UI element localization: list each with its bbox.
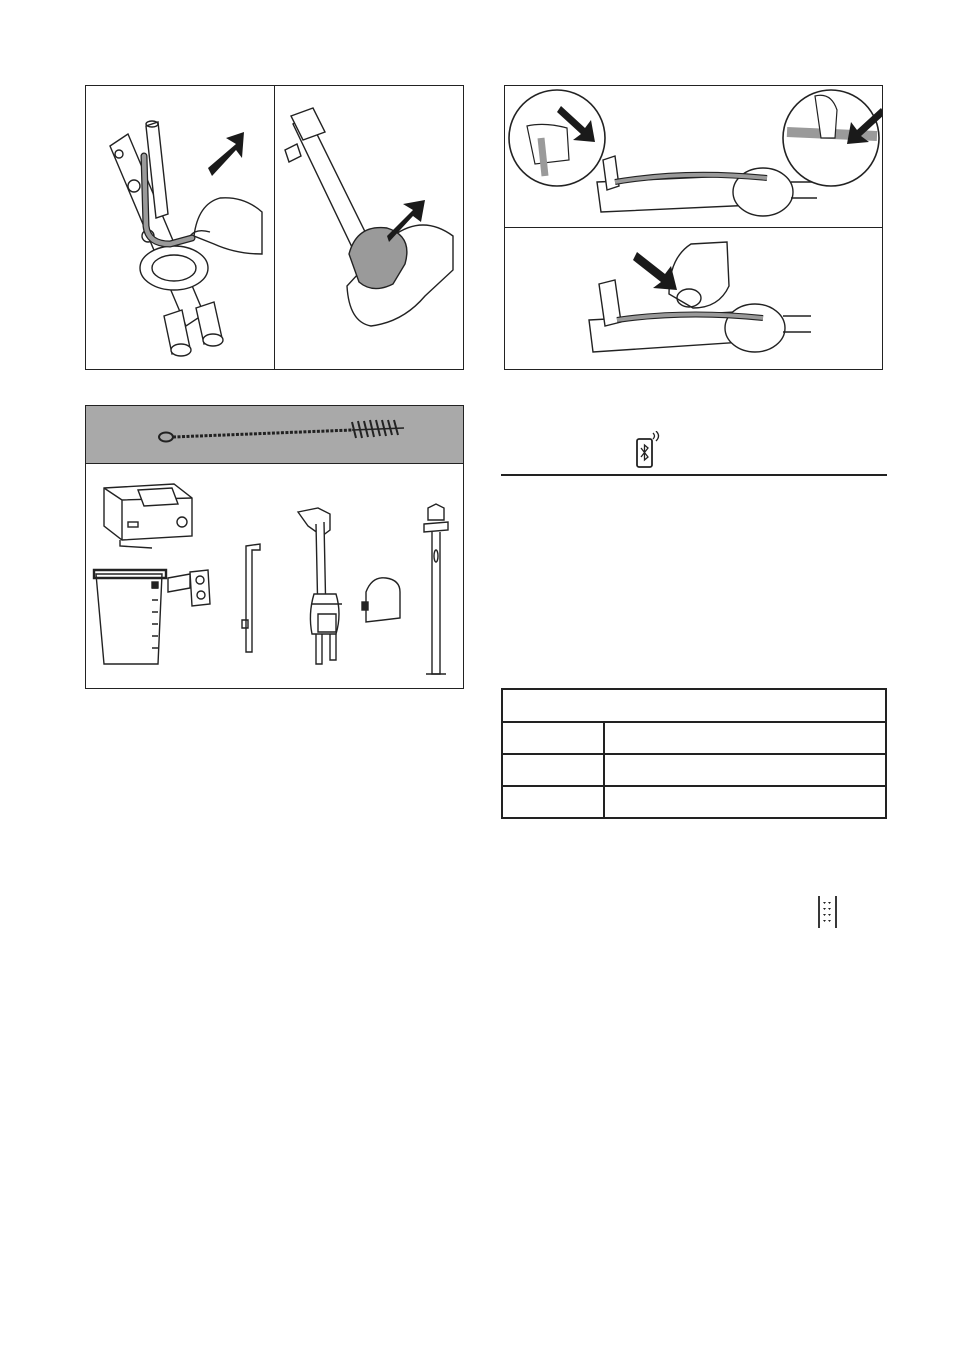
cover-icon (104, 484, 192, 548)
table-cell-right (604, 722, 886, 754)
connector-icon (168, 570, 210, 606)
tube-pull-illustration (86, 86, 274, 369)
spec-table (501, 688, 887, 819)
container-icon (94, 570, 166, 664)
tube-press-illustration (505, 228, 882, 369)
table-cell-left (502, 786, 604, 818)
parts-illustration (86, 464, 463, 688)
table-cell-right (604, 754, 886, 786)
parts-overview-figure (85, 405, 464, 689)
table-row (502, 722, 886, 754)
table-row (502, 786, 886, 818)
tubing-removal-figure (85, 85, 464, 370)
brush-band (86, 406, 463, 464)
table-header-row (502, 689, 886, 722)
bluetooth-phone-icon (634, 431, 664, 469)
tool-icon (242, 544, 260, 652)
pin-icon (424, 504, 448, 674)
table-cell-left (502, 722, 604, 754)
table-cell-left (502, 754, 604, 786)
cap-removal-illustration (275, 86, 464, 369)
arrow-down-right-icon (633, 252, 677, 290)
tubing-insertion-figure (504, 85, 883, 370)
arrow-up-icon (208, 132, 244, 176)
cap-icon (362, 578, 400, 622)
table-cell-right (604, 786, 886, 818)
cleaning-brush-icon (152, 418, 412, 454)
tube-fitting-illustration (505, 86, 882, 227)
table-row (502, 754, 886, 786)
table-header (502, 689, 886, 722)
section-divider (501, 474, 887, 476)
ribbon-pattern-icon (817, 894, 839, 930)
tube-holder-icon (298, 508, 342, 664)
